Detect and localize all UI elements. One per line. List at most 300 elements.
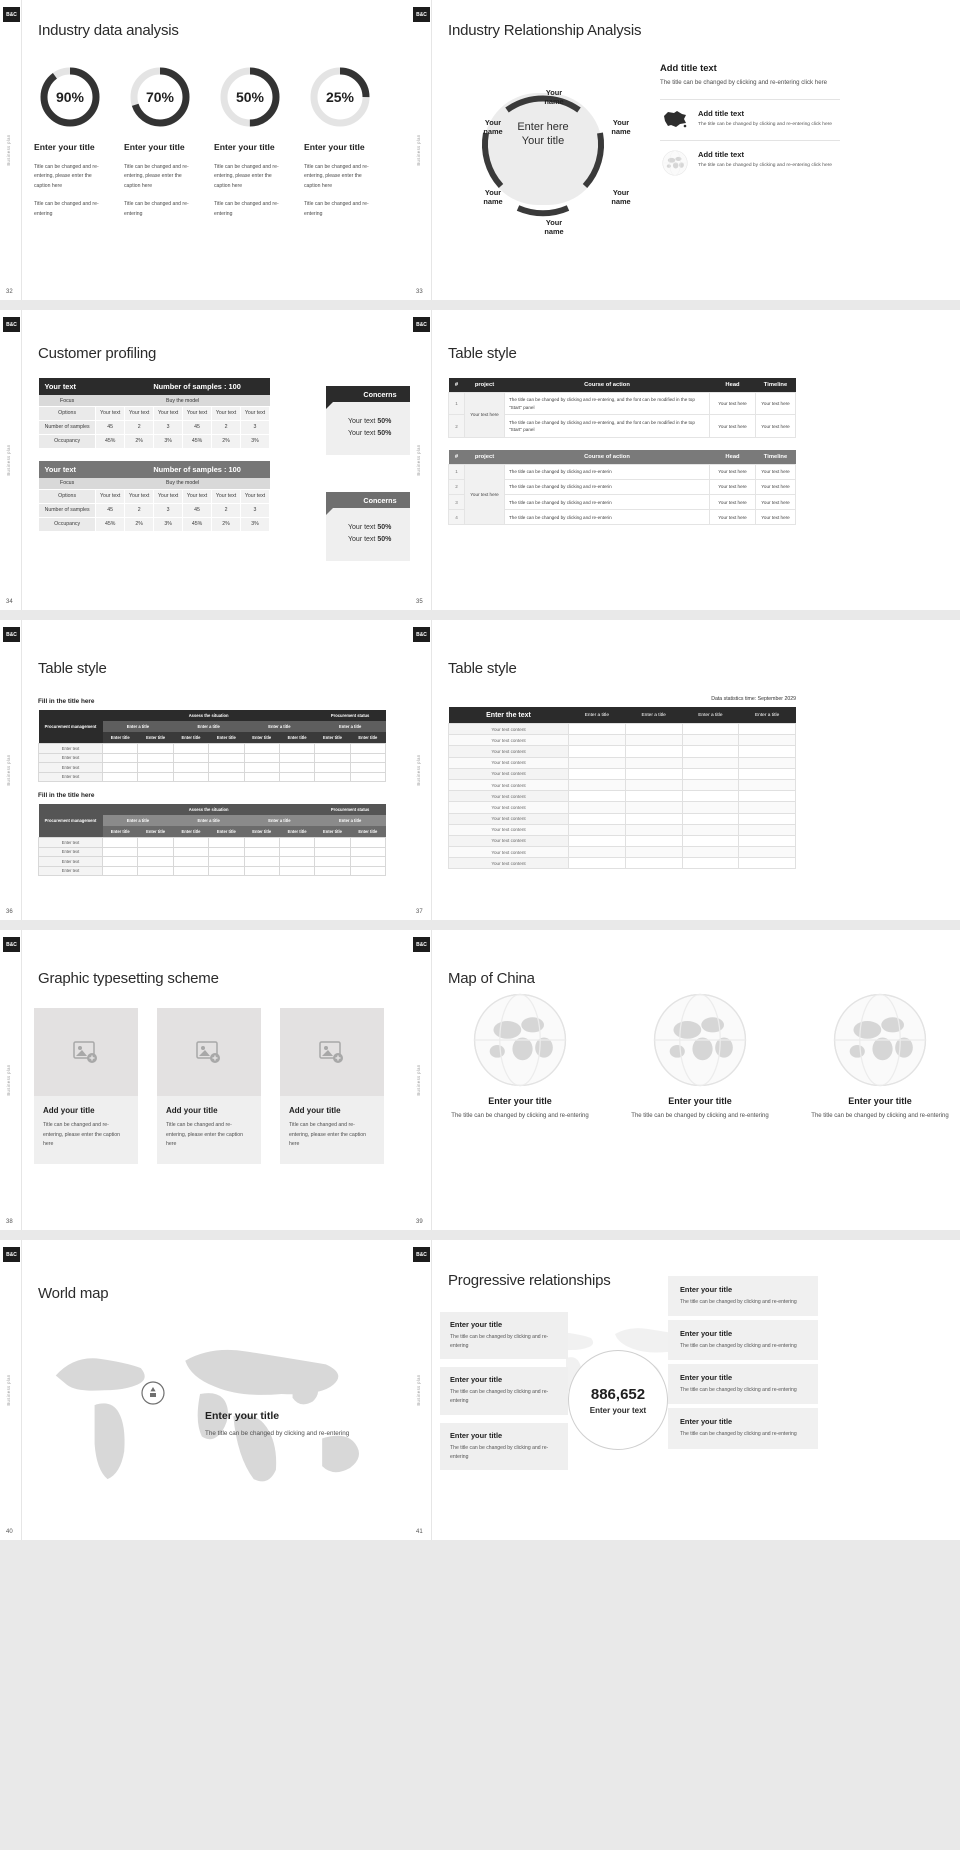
table-row — [449, 464, 796, 479]
concerns-value: 50% — [377, 536, 392, 544]
empty-cell[interactable] — [315, 744, 350, 754]
donut-title: Enter your title — [124, 142, 185, 152]
empty-cell[interactable] — [739, 779, 796, 790]
table-cell: 45% — [96, 517, 125, 531]
empty-cell[interactable] — [279, 753, 314, 763]
concerns-line — [348, 416, 410, 428]
empty-cell[interactable] — [625, 835, 682, 846]
globe-paragraph: The title can be changed by clicking and re-entering — [811, 1113, 949, 1119]
side-label: Business plan — [416, 1064, 421, 1096]
empty-cell[interactable] — [682, 813, 739, 824]
side-label: Business plan — [416, 444, 421, 476]
empty-cell[interactable] — [682, 757, 739, 768]
table-cell: 2% — [212, 434, 241, 448]
slide-title: Table style — [448, 345, 517, 362]
cycle-node[interactable] — [598, 189, 644, 207]
empty-cell[interactable] — [209, 772, 244, 782]
empty-cell[interactable] — [682, 835, 739, 846]
card-heading: Enter your title — [680, 1417, 733, 1427]
empty-cell[interactable] — [350, 857, 385, 867]
empty-cell[interactable] — [739, 757, 796, 768]
table-cell: 3 — [240, 503, 269, 517]
brand-logo: B&C — [3, 937, 20, 952]
empty-cell[interactable] — [739, 858, 796, 869]
slide-thumbnail[interactable] — [0, 1240, 410, 1540]
side-label: Business plan — [6, 444, 11, 476]
empty-cell[interactable] — [315, 847, 350, 857]
table-subheader-right: Buy the model — [96, 395, 270, 407]
donut-text-1: Title can be changed and re-entering, please enter the caption here — [304, 164, 369, 189]
table-row — [449, 724, 796, 735]
slide-thumbnail[interactable] — [0, 620, 410, 920]
empty-cell[interactable] — [569, 835, 626, 846]
empty-cell[interactable] — [350, 838, 385, 848]
panel-item-paragraph: The title can be changed by clicking and re-entering click here — [698, 162, 833, 168]
empty-cell[interactable] — [138, 753, 173, 763]
empty-cell[interactable] — [739, 813, 796, 824]
media-card[interactable] — [157, 1008, 261, 1164]
empty-cell[interactable] — [209, 753, 244, 763]
side-label: Business plan — [6, 754, 11, 786]
empty-cell[interactable] — [315, 857, 350, 867]
table-cell: 2% — [125, 434, 154, 448]
empty-cell[interactable] — [350, 763, 385, 773]
table-cell: 45% — [96, 434, 125, 448]
empty-cell[interactable] — [625, 791, 682, 802]
slide-rail — [0, 1240, 22, 1540]
table-column-header: Head — [710, 378, 756, 393]
table-cell: Your text — [96, 490, 125, 504]
leaf-header: Enter title — [279, 826, 314, 838]
slide-rail — [0, 310, 22, 610]
page-number: 40 — [6, 1529, 13, 1535]
donut-title: Enter your title — [304, 142, 365, 152]
empty-cell[interactable] — [315, 763, 350, 773]
table-row — [39, 407, 270, 421]
head-cell: Your text here — [710, 480, 756, 495]
empty-cell[interactable] — [138, 847, 173, 857]
empty-cell[interactable] — [682, 824, 739, 835]
table-column-header: # — [449, 450, 465, 465]
slide-thumbnail[interactable] — [410, 310, 960, 610]
page-number: 34 — [6, 599, 13, 605]
card-paragraph: The title can be changed by clicking and re-entering — [450, 1389, 549, 1405]
empty-cell[interactable] — [739, 835, 796, 846]
panel-item[interactable] — [660, 99, 840, 130]
media-card[interactable] — [280, 1008, 384, 1164]
side-label: Business plan — [6, 1064, 11, 1096]
concerns-line — [348, 534, 410, 546]
table-row — [449, 824, 796, 835]
table-column-header: Head — [710, 450, 756, 465]
image-placeholder-icon — [157, 1008, 261, 1096]
globe-icon — [660, 150, 690, 176]
table-cell: 2 — [125, 421, 154, 435]
cycle-node[interactable] — [598, 119, 644, 137]
empty-cell[interactable] — [279, 866, 314, 876]
table-header-right: Number of samples : 100 — [125, 378, 270, 395]
slide-thumbnail[interactable] — [410, 620, 960, 920]
cycle-node-line2: name — [544, 226, 564, 236]
globe-heading: Enter your title — [668, 1096, 732, 1106]
globe-row — [440, 992, 960, 1122]
media-heading: Add your title — [166, 1106, 218, 1115]
empty-cell[interactable] — [739, 791, 796, 802]
empty-cell[interactable] — [350, 772, 385, 782]
empty-cell[interactable] — [315, 838, 350, 848]
empty-cell[interactable] — [682, 768, 739, 779]
empty-cell[interactable] — [569, 724, 626, 735]
mid-header: Enter a title — [173, 721, 244, 732]
card-paragraph: The title can be changed by clicking and re-entering — [450, 1334, 549, 1350]
empty-cell[interactable] — [103, 857, 138, 867]
empty-cell[interactable] — [173, 753, 208, 763]
empty-cell[interactable] — [569, 802, 626, 813]
empty-cell[interactable] — [625, 768, 682, 779]
empty-cell[interactable] — [350, 847, 385, 857]
table-cell: 3% — [240, 517, 269, 531]
empty-cell[interactable] — [138, 838, 173, 848]
brand-logo: B&C — [413, 1247, 430, 1262]
empty-cell[interactable] — [682, 779, 739, 790]
right-card[interactable] — [668, 1276, 818, 1316]
table-column-header: Timeline — [756, 378, 796, 393]
left-card[interactable] — [440, 1367, 568, 1414]
empty-cell[interactable] — [244, 744, 279, 754]
empty-cell[interactable] — [739, 824, 796, 835]
table-column-header: Timeline — [756, 450, 796, 465]
empty-cell[interactable] — [315, 772, 350, 782]
image-placeholder-icon — [73, 1040, 99, 1064]
leaf-header: Enter title — [209, 732, 244, 744]
concerns-label: Your text — [348, 536, 376, 544]
empty-cell[interactable] — [739, 735, 796, 746]
cycle-diagram — [448, 60, 638, 235]
empty-cell[interactable] — [682, 847, 739, 858]
slide-title: Industry Relationship Analysis — [448, 22, 642, 39]
mid-header: Enter a title — [173, 815, 244, 826]
table-column-header: Enter the text — [449, 707, 569, 724]
donut-text-1: Title can be changed and re-entering, please enter the caption here — [214, 164, 279, 189]
empty-cell[interactable] — [209, 866, 244, 876]
table-row — [39, 772, 386, 782]
left-card[interactable] — [440, 1312, 568, 1359]
row-text: Your text content — [449, 813, 569, 824]
table-cell: 3 — [154, 503, 183, 517]
highlight-number: 886,652 — [590, 1385, 646, 1403]
leaf-header: Enter title — [138, 732, 173, 744]
empty-cell[interactable] — [173, 866, 208, 876]
card-paragraph: The title can be changed by clicking and re-entering — [680, 1387, 797, 1394]
table-header-row — [449, 378, 796, 393]
table-cell: 45% — [183, 434, 212, 448]
donut-text-1: Title can be changed and re-entering, please enter the caption here — [124, 164, 189, 189]
table-row — [39, 847, 386, 857]
empty-cell[interactable] — [279, 857, 314, 867]
concerns-line — [348, 428, 410, 440]
row-label: Options — [39, 407, 96, 421]
empty-cell[interactable] — [173, 772, 208, 782]
donut-card — [124, 66, 196, 219]
empty-cell[interactable] — [103, 763, 138, 773]
customer-table — [38, 461, 270, 532]
row-index: 3 — [449, 495, 465, 510]
empty-cell[interactable] — [625, 858, 682, 869]
empty-cell[interactable] — [103, 772, 138, 782]
empty-cell[interactable] — [209, 847, 244, 857]
brand-logo: B&C — [413, 317, 430, 332]
empty-cell[interactable] — [279, 838, 314, 848]
empty-cell[interactable] — [569, 791, 626, 802]
empty-cell[interactable] — [739, 746, 796, 757]
cycle-center-line1: Enter here — [517, 121, 569, 133]
table-cell: Your text — [154, 407, 183, 421]
empty-cell[interactable] — [569, 746, 626, 757]
globe-card — [800, 992, 960, 1122]
empty-cell[interactable] — [103, 847, 138, 857]
empty-cell[interactable] — [739, 847, 796, 858]
cycle-node-line1: Your — [484, 118, 502, 127]
slide-thumbnail[interactable] — [0, 310, 410, 610]
empty-cell[interactable] — [279, 744, 314, 754]
cycle-node[interactable] — [470, 189, 516, 207]
table-row — [449, 757, 796, 768]
slide-thumbnail[interactable] — [0, 930, 410, 1230]
action-cell: The title can be changed by clicking and re-entering, and the font can be modified in the top "Start" panel — [505, 415, 710, 437]
table-column-header: Enter a title — [682, 707, 739, 724]
concerns-box — [326, 386, 410, 455]
row-label: Enter text — [39, 772, 103, 782]
empty-cell[interactable] — [682, 746, 739, 757]
empty-cell[interactable] — [138, 772, 173, 782]
head-cell: Your text here — [710, 510, 756, 525]
table-cell: Your text — [125, 407, 154, 421]
empty-cell[interactable] — [244, 847, 279, 857]
donut-row — [34, 66, 376, 219]
media-row — [34, 1008, 384, 1164]
empty-cell[interactable] — [569, 813, 626, 824]
slide-thumbnail[interactable] — [410, 0, 960, 300]
card-paragraph: The title can be changed by clicking and re-entering — [680, 1431, 797, 1438]
leaf-header: Enter title — [350, 732, 385, 744]
empty-cell[interactable] — [625, 746, 682, 757]
empty-cell[interactable] — [103, 866, 138, 876]
slide-thumbnail[interactable] — [410, 930, 960, 1230]
empty-cell[interactable] — [138, 866, 173, 876]
right-card[interactable] — [668, 1364, 818, 1404]
empty-cell[interactable] — [350, 753, 385, 763]
empty-cell[interactable] — [209, 857, 244, 867]
empty-cell[interactable] — [625, 802, 682, 813]
panel-item-heading: Add title text — [698, 109, 744, 119]
empty-cell[interactable] — [279, 772, 314, 782]
donut-wrap — [309, 66, 371, 128]
empty-cell[interactable] — [279, 763, 314, 773]
panel-item[interactable] — [660, 140, 840, 176]
empty-cell[interactable] — [315, 866, 350, 876]
table-cell: Your text — [212, 490, 241, 504]
empty-cell[interactable] — [279, 847, 314, 857]
empty-cell[interactable] — [209, 744, 244, 754]
leaf-header: Enter title — [209, 826, 244, 838]
empty-cell[interactable] — [209, 763, 244, 773]
empty-cell[interactable] — [625, 724, 682, 735]
empty-cell[interactable] — [625, 824, 682, 835]
table-row — [39, 421, 270, 435]
empty-cell[interactable] — [682, 724, 739, 735]
table-column-header: # — [449, 378, 465, 393]
slide-rail — [410, 930, 432, 1230]
empty-cell[interactable] — [244, 772, 279, 782]
slide-title: Map of China — [448, 970, 535, 987]
head-cell: Your text here — [710, 464, 756, 479]
donut-text-1: Title can be changed and re-entering, please enter the caption here — [34, 164, 99, 189]
concerns-label: Your text — [348, 418, 376, 425]
empty-cell[interactable] — [569, 847, 626, 858]
card-heading: Enter your title — [450, 1320, 503, 1329]
empty-cell[interactable] — [103, 753, 138, 763]
row-index: 1 — [449, 464, 465, 479]
empty-cell[interactable] — [244, 753, 279, 763]
empty-cell[interactable] — [138, 857, 173, 867]
slide-title: Customer profiling — [38, 345, 157, 362]
empty-cell[interactable] — [138, 744, 173, 754]
slide-title: World map — [38, 1285, 109, 1302]
slide-title: Table style — [448, 660, 517, 677]
empty-cell[interactable] — [569, 779, 626, 790]
table-cell: 2% — [212, 517, 241, 531]
empty-cell[interactable] — [569, 757, 626, 768]
left-card[interactable] — [440, 1423, 568, 1470]
page-number: 32 — [6, 289, 13, 295]
empty-cell[interactable] — [350, 866, 385, 876]
concerns-value: 50% — [377, 430, 392, 438]
customer-table — [38, 378, 270, 449]
page-number: 39 — [416, 1219, 423, 1225]
empty-cell[interactable] — [682, 802, 739, 813]
slide-thumbnail[interactable] — [0, 0, 410, 300]
empty-cell[interactable] — [173, 744, 208, 754]
table-column-header: Enter a title — [739, 707, 796, 724]
empty-cell[interactable] — [138, 763, 173, 773]
empty-cell[interactable] — [625, 813, 682, 824]
concerns-title: Concerns — [326, 492, 410, 508]
empty-cell[interactable] — [625, 779, 682, 790]
empty-cell[interactable] — [315, 753, 350, 763]
empty-cell[interactable] — [682, 858, 739, 869]
table-cell: 3 — [154, 421, 183, 435]
cycle-node[interactable] — [470, 119, 516, 137]
cycle-node[interactable] — [531, 89, 577, 107]
fill-title: Fill in the title here — [38, 792, 95, 799]
empty-cell[interactable] — [569, 768, 626, 779]
empty-cell[interactable] — [173, 857, 208, 867]
empty-cell[interactable] — [569, 735, 626, 746]
slide-thumbnail[interactable] — [410, 1240, 960, 1540]
side-label: Business plan — [6, 1374, 11, 1406]
table-subheader-left: Focus — [39, 395, 96, 407]
empty-cell[interactable] — [739, 802, 796, 813]
table-row — [39, 490, 270, 504]
map-paragraph: The title can be changed by clicking and re-entering — [205, 1430, 350, 1437]
empty-cell[interactable] — [739, 724, 796, 735]
leaf-header: Enter title — [315, 732, 350, 744]
group-header-1: Assess the situation — [103, 710, 315, 721]
page-number: 41 — [416, 1529, 423, 1535]
table-row — [39, 753, 386, 763]
row-index: 4 — [449, 510, 465, 525]
row-label: Number of samples — [39, 421, 96, 435]
slide-rail — [0, 930, 22, 1230]
globe-icon — [800, 992, 960, 1088]
project-cell: Your text here — [465, 393, 505, 438]
card-heading: Enter your title — [450, 1375, 503, 1385]
row-text: Your text content — [449, 824, 569, 835]
leaf-header: Enter title — [244, 732, 279, 744]
row-text: Your text content — [449, 858, 569, 869]
donut-card — [214, 66, 286, 219]
empty-cell[interactable] — [569, 858, 626, 869]
empty-cell[interactable] — [739, 768, 796, 779]
empty-cell[interactable] — [244, 857, 279, 867]
right-card[interactable] — [668, 1408, 818, 1448]
table-row — [39, 763, 386, 773]
empty-cell[interactable] — [350, 744, 385, 754]
action-cell: The title can be changed by clicking and re-entering, and the font can be modified in the top "Start" panel — [505, 393, 710, 415]
empty-cell[interactable] — [682, 791, 739, 802]
donut-wrap — [129, 66, 191, 128]
corner-header: Procurement management — [39, 804, 103, 838]
row-label: Enter text — [39, 866, 103, 876]
cycle-node-line2: name — [611, 196, 631, 206]
media-paragraph: Title can be changed and re-entering, please enter the caption here — [43, 1122, 121, 1148]
empty-cell[interactable] — [244, 763, 279, 773]
empty-cell[interactable] — [569, 824, 626, 835]
mid-header: Enter a title — [103, 721, 174, 732]
map-pin-icon[interactable] — [140, 1380, 166, 1406]
concerns-value: 50% — [377, 524, 392, 531]
right-card[interactable] — [668, 1320, 818, 1360]
empty-cell[interactable] — [173, 763, 208, 773]
empty-cell[interactable] — [173, 838, 208, 848]
empty-cell[interactable] — [209, 838, 244, 848]
table-cell: 3% — [240, 434, 269, 448]
empty-cell[interactable] — [625, 735, 682, 746]
empty-cell[interactable] — [625, 847, 682, 858]
cycle-node[interactable] — [531, 219, 577, 237]
empty-cell[interactable] — [173, 847, 208, 857]
donut-title: Enter your title — [214, 142, 275, 152]
table-row — [449, 768, 796, 779]
procurement-table — [38, 804, 386, 876]
media-card[interactable] — [34, 1008, 138, 1164]
empty-cell[interactable] — [244, 866, 279, 876]
empty-cell[interactable] — [103, 838, 138, 848]
head-cell: Your text here — [710, 415, 756, 437]
table-column-header: Course of action — [505, 378, 710, 393]
table-cell: Your text — [154, 490, 183, 504]
empty-cell[interactable] — [103, 744, 138, 754]
table-subheader-row — [39, 395, 270, 407]
table-row — [449, 858, 796, 869]
leaf-header: Enter title — [173, 826, 208, 838]
empty-cell[interactable] — [625, 757, 682, 768]
concerns-box — [326, 492, 410, 561]
empty-cell[interactable] — [682, 735, 739, 746]
row-text: Your text content — [449, 724, 569, 735]
cycle-node-line1: Your — [545, 218, 563, 227]
empty-cell[interactable] — [244, 838, 279, 848]
